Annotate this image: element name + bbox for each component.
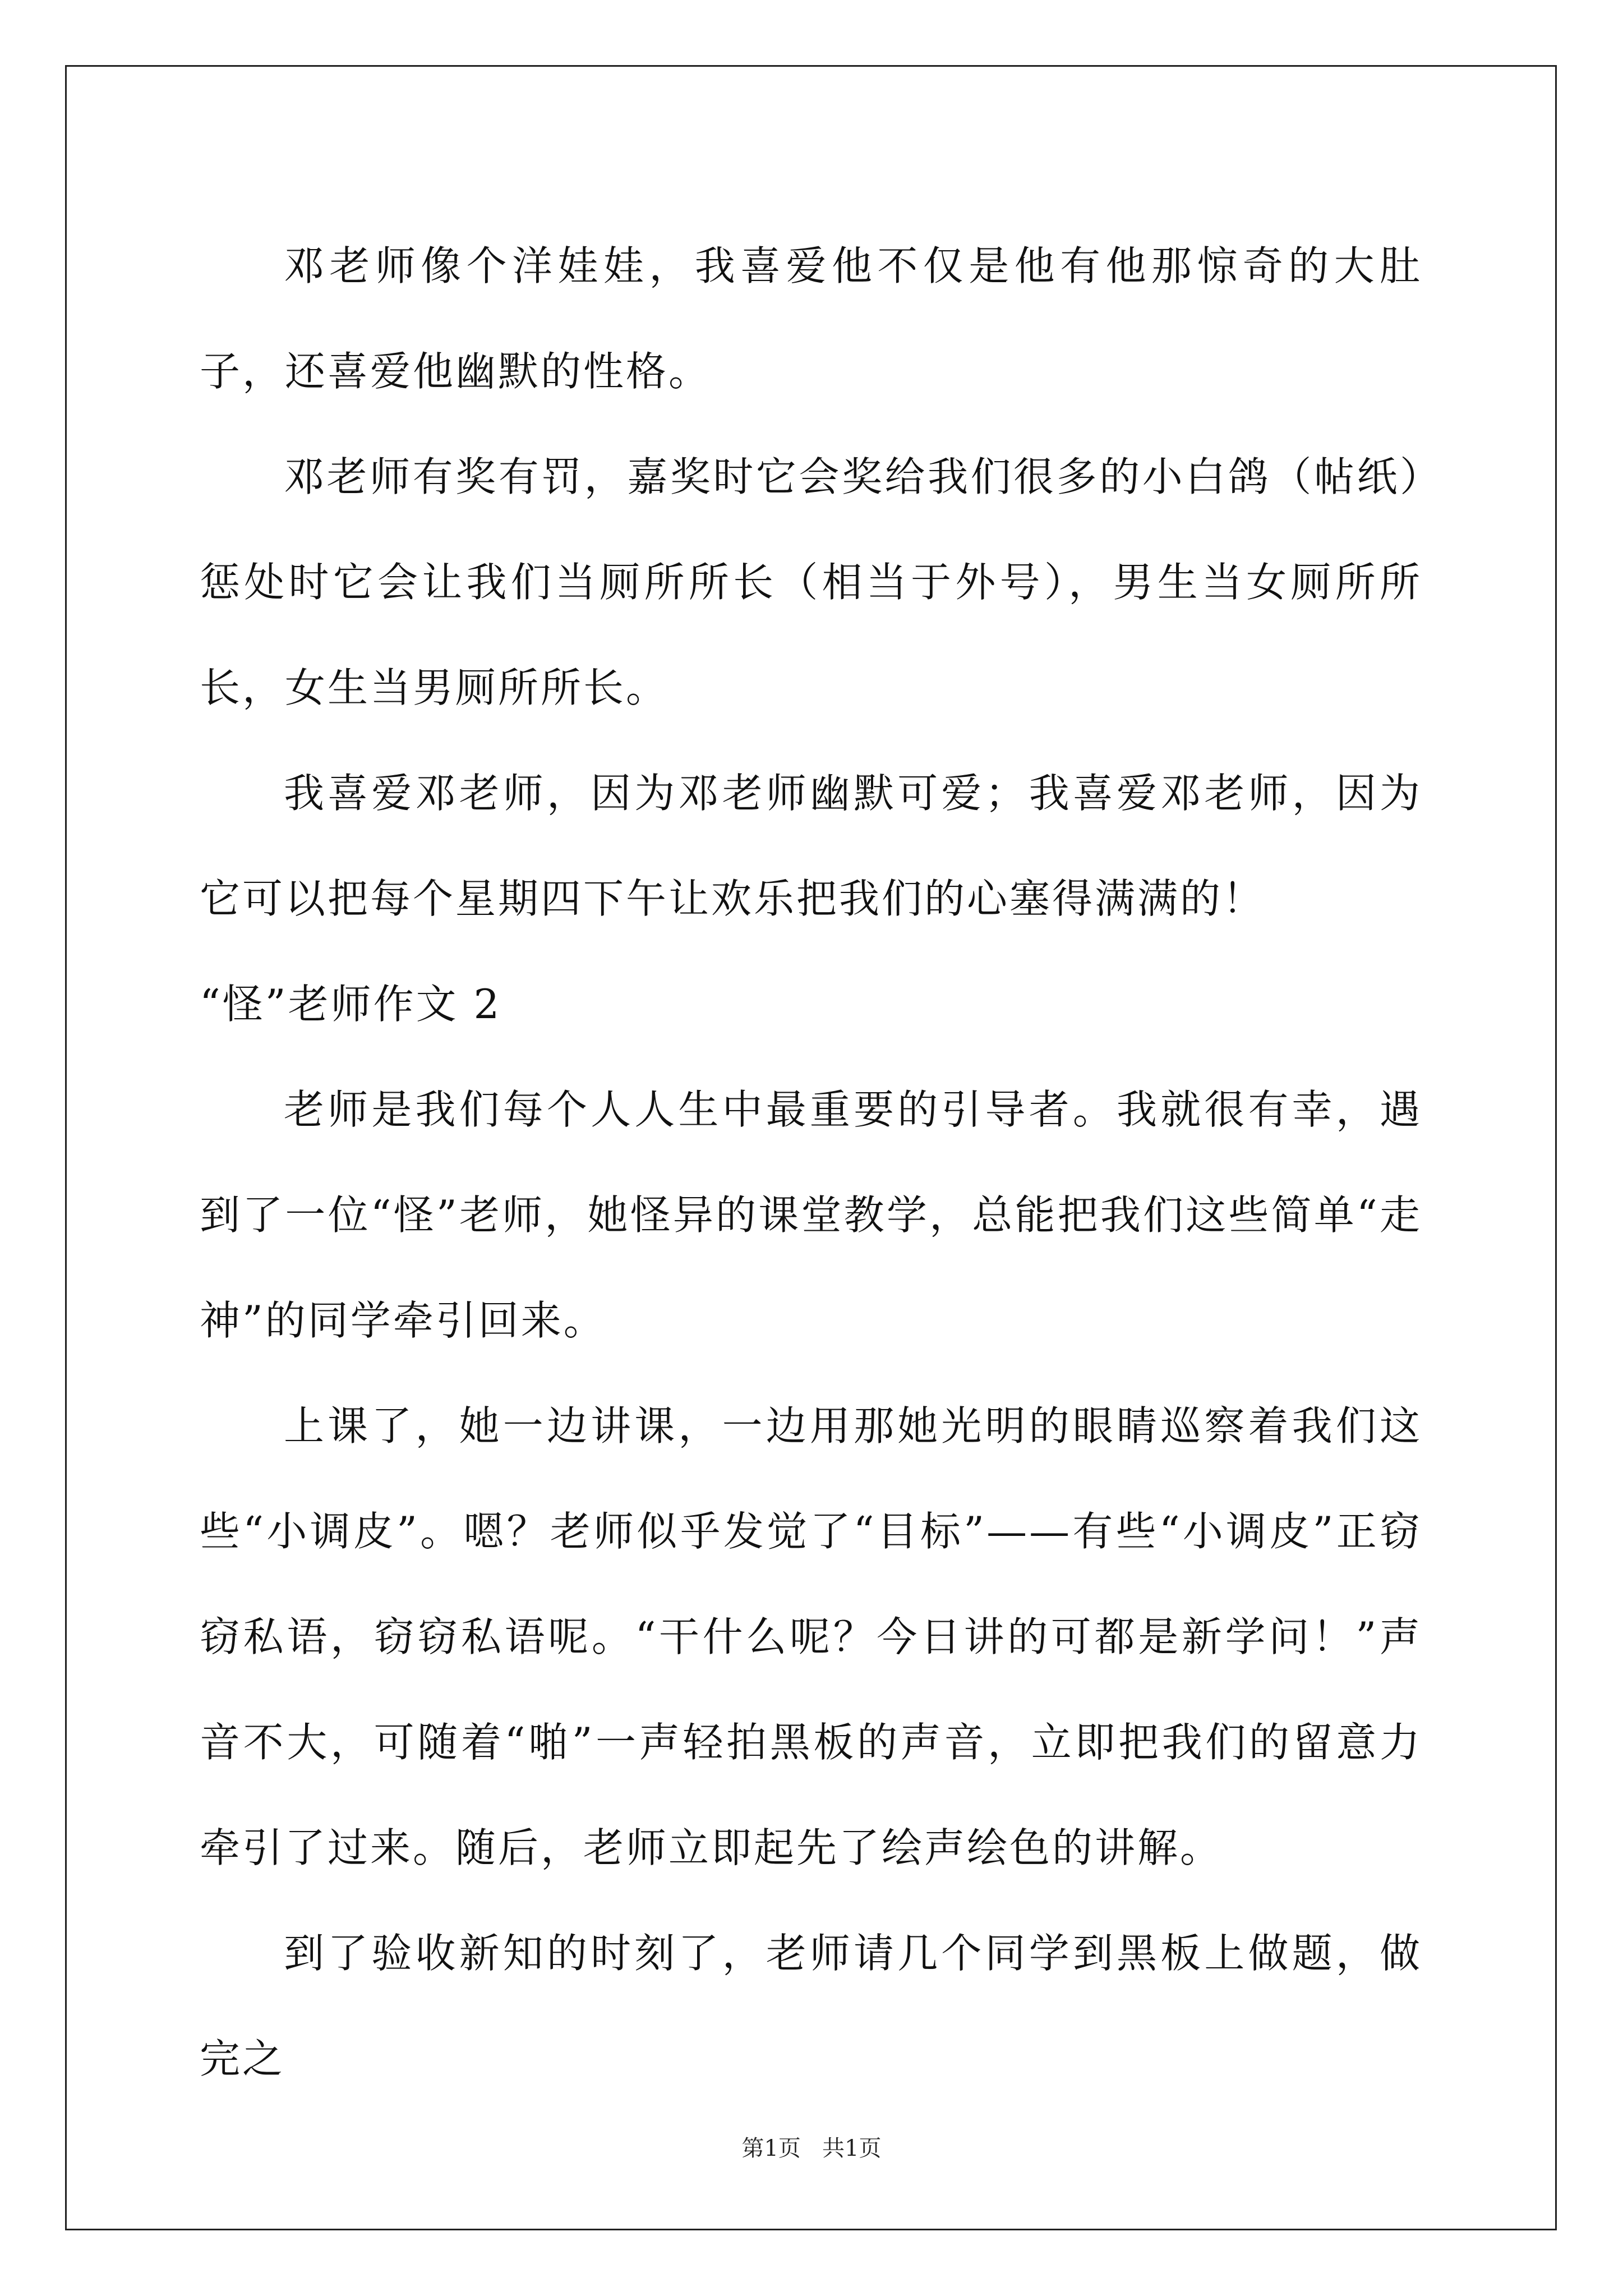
section-heading: “怪”老师作文 2 (200, 981, 502, 1028)
paragraph-2: 邓老师有奖有罚，嘉奖时它会奖给我们很多的小白鸽（帖纸）惩处时它会让我们当厕所所长（相当于外号），男生当女厕所所长，女生当男厕所所长。 (200, 453, 1422, 711)
paragraph-1: 邓老师像个洋娃娃，我喜爱他不仅是他有他那惊奇的大肚子，还喜爱他幽默的性格。 (200, 242, 1422, 395)
paragraph-6: 到了验收新知的时刻了，老师请几个同学到黑板上做题，做完之 (200, 1930, 1422, 2082)
page-number-footer: 第1页 共1页 (741, 2136, 882, 2161)
paragraph-5: 上课了，她一边讲课，一边用那她光明的眼睛巡察着我们这些“小调皮”。嗯？老师似乎发觉了“目标”——有些“小调皮”正窃窃私语，窃窃私语呢。“干什么呢？今日讲的可都是新学问！”声音不大，可随着“啪”一声轻拍黑板的声音，立即把我们的留意力牵引了过来。随后，老师立即起先了绘声绘色的讲解。 (200, 1402, 1422, 1871)
paragraph-4: 老师是我们每个人人生中最重要的引导者。我就很有幸，遇到了一位“怪”老师，她怪异的课堂教学，总能把我们这些简单“走神”的同学牵引回来。 (200, 1086, 1422, 1344)
document-body (200, 213, 1422, 2111)
paragraph-3: 我喜爱邓老师，因为邓老师幽默可爱；我喜爱邓老师，因为它可以把每个星期四下午让欢乐把我们的心塞得满满的！ (200, 770, 1422, 922)
